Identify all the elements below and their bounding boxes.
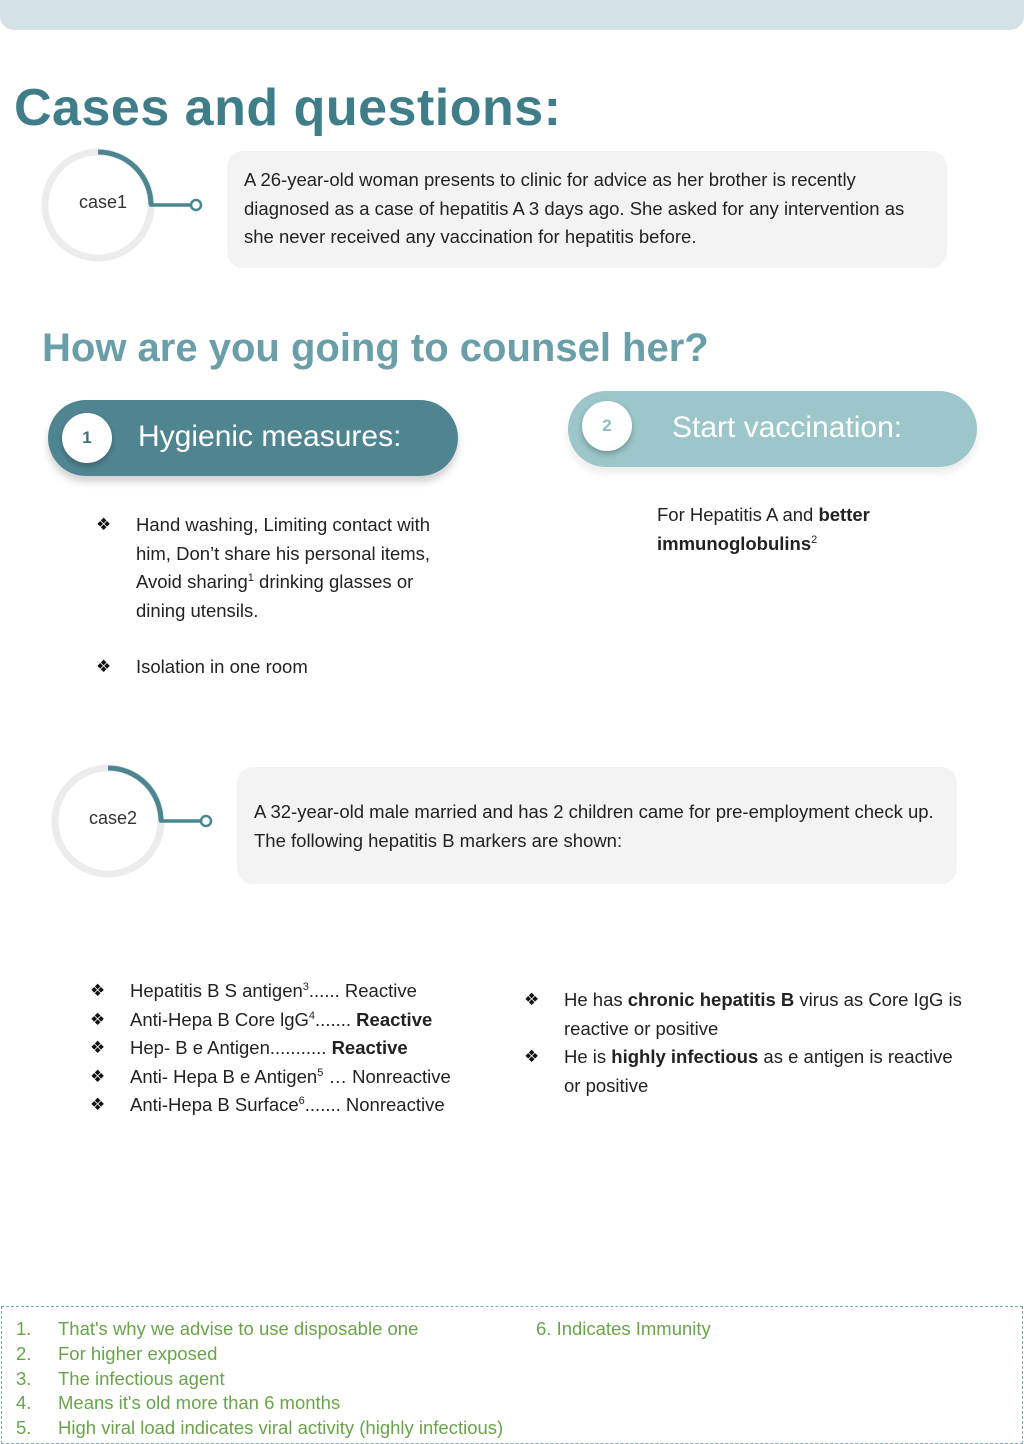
reference-index: 5. [16, 1417, 32, 1439]
marker-name: Anti- Hepa B e Antigen [130, 1065, 318, 1087]
marker-result: Reactive [331, 1037, 408, 1058]
marker-name: Anti-Hepa B Surface [130, 1094, 299, 1115]
hepatitis-b-markers-list [90, 977, 510, 1120]
step-1-label: Hygienic measures: [138, 420, 402, 453]
list-item [96, 511, 456, 625]
marker-dots: … [323, 1065, 353, 1087]
case1-label: case1 [79, 192, 128, 212]
reference-index: 1. [16, 1318, 32, 1339]
reference-index: 3. [16, 1367, 32, 1389]
case1-description: A 26-year-old woman presents to clinic for advice as her brother is recently diagnosed as a case of hepatitis A 3 days ago. She asked for any intervention as she never received any vaccination for hepatitis before. [244, 169, 905, 247]
list-item [90, 1034, 510, 1063]
step-start-vaccination [568, 391, 977, 467]
diamond-bullet-icon: ❖ [96, 515, 112, 534]
interpretation-emphasis: highly infectious [611, 1046, 759, 1067]
references-list [16, 1317, 503, 1441]
reference-item-6: 6. Indicates Immunity [536, 1318, 711, 1339]
diamond-bullet-icon: ❖ [90, 1009, 106, 1029]
hygiene-list [96, 511, 456, 682]
footnote-ref: 6 [298, 1094, 305, 1107]
marker-name: Anti-Hepa B Core lgG [130, 1008, 309, 1030]
reference-item [16, 1391, 503, 1416]
vaccination-text [657, 501, 957, 558]
marker-dots: ........... [269, 1037, 327, 1058]
diamond-bullet-icon: ❖ [90, 981, 106, 1000]
marker-result: Nonreactive [352, 1065, 451, 1087]
marker-result: Reactive [356, 1008, 433, 1030]
reference-item [16, 1342, 503, 1367]
diamond-bullet-icon: ❖ [90, 1038, 106, 1057]
interpretation-text: He is [564, 1046, 612, 1067]
diamond-bullet-icon: ❖ [96, 657, 112, 676]
reference-item [16, 1416, 503, 1441]
list-item [96, 653, 456, 682]
marker-dots: ...... [308, 980, 340, 1001]
vaccination-emphasis: better immunoglobulins [657, 504, 870, 554]
case-ring-icon [40, 145, 220, 265]
footnote-ref: 1 [247, 571, 254, 584]
interpretation-emphasis: chronic hepatitis B [627, 989, 795, 1010]
list-item [90, 1091, 510, 1120]
interpretation-text: virus as Core IgG is reactive or positive [564, 989, 962, 1039]
reference-item [16, 1367, 503, 1392]
step-2-number: 2 [582, 401, 632, 451]
reference-index: 2. [16, 1342, 32, 1364]
marker-dots: ....... [315, 1008, 352, 1030]
list-item [90, 1006, 510, 1035]
diamond-bullet-icon: ❖ [90, 1066, 106, 1086]
marker-dots: ....... [304, 1094, 341, 1115]
hygiene-item-1-text-end: drinking glasses or dining utensils. [136, 571, 414, 621]
interpretation-text: as e antigen is reactive or positive [564, 1046, 953, 1096]
page-title: Cases and questions: [14, 79, 562, 137]
question-heading: How are you going to counsel her? [42, 326, 709, 370]
step-hygienic-measures [48, 400, 458, 476]
footnote-ref: 4 [308, 1009, 316, 1022]
reference-index: 4. [16, 1392, 32, 1414]
marker-result: Nonreactive [345, 1094, 445, 1115]
reference-item [16, 1317, 503, 1342]
case1-description-box [227, 151, 947, 268]
interpretation-text: He has [564, 989, 628, 1010]
hygiene-item-2-text: Isolation in one room [136, 656, 308, 677]
marker-name: Hep- B e Antigen [130, 1037, 270, 1058]
reference-text: The infectious agent [58, 1367, 225, 1389]
references-box [1, 1306, 1023, 1444]
marker-name: Hepatitis B S antigen [130, 980, 303, 1001]
case1-badge [40, 145, 220, 265]
reference-text: That's why we advise to use disposable one [58, 1318, 419, 1339]
footnote-ref: 3 [302, 980, 309, 993]
list-item [90, 1063, 510, 1092]
case2-badge [50, 761, 230, 881]
list-item [524, 986, 974, 1043]
footnote-ref: 5 [317, 1066, 324, 1079]
diamond-bullet-icon: ❖ [90, 1095, 106, 1114]
hygiene-item-1-text: Hand washing, Limiting contact with him, Don’t share his personal items, Avoid sharing [136, 514, 431, 592]
reference-text: For higher exposed [58, 1342, 218, 1364]
case-ring-icon [50, 761, 230, 881]
case2-description: A 32-year-old male married and has 2 children came for pre-employment check up. The following hepatitis B markers are shown: [254, 801, 934, 851]
diamond-bullet-icon: ❖ [524, 1047, 540, 1066]
vaccination-plain: For Hepatitis A and [657, 504, 819, 525]
case2-label: case2 [89, 808, 138, 828]
case2-description-box [237, 767, 957, 884]
reference-text: Means it's old more than 6 months [58, 1392, 341, 1414]
footnote-ref: 2 [811, 533, 818, 546]
step-2-label: Start vaccination: [672, 411, 903, 444]
list-item [524, 1043, 974, 1100]
top-band [0, 0, 1024, 30]
reference-text: High viral load indicates viral activity (highly infectious) [58, 1417, 504, 1439]
diamond-bullet-icon: ❖ [524, 990, 540, 1009]
step-1-number: 1 [62, 413, 112, 463]
marker-result: Reactive [344, 980, 417, 1001]
list-item [90, 977, 510, 1006]
interpretation-list [524, 986, 974, 1100]
